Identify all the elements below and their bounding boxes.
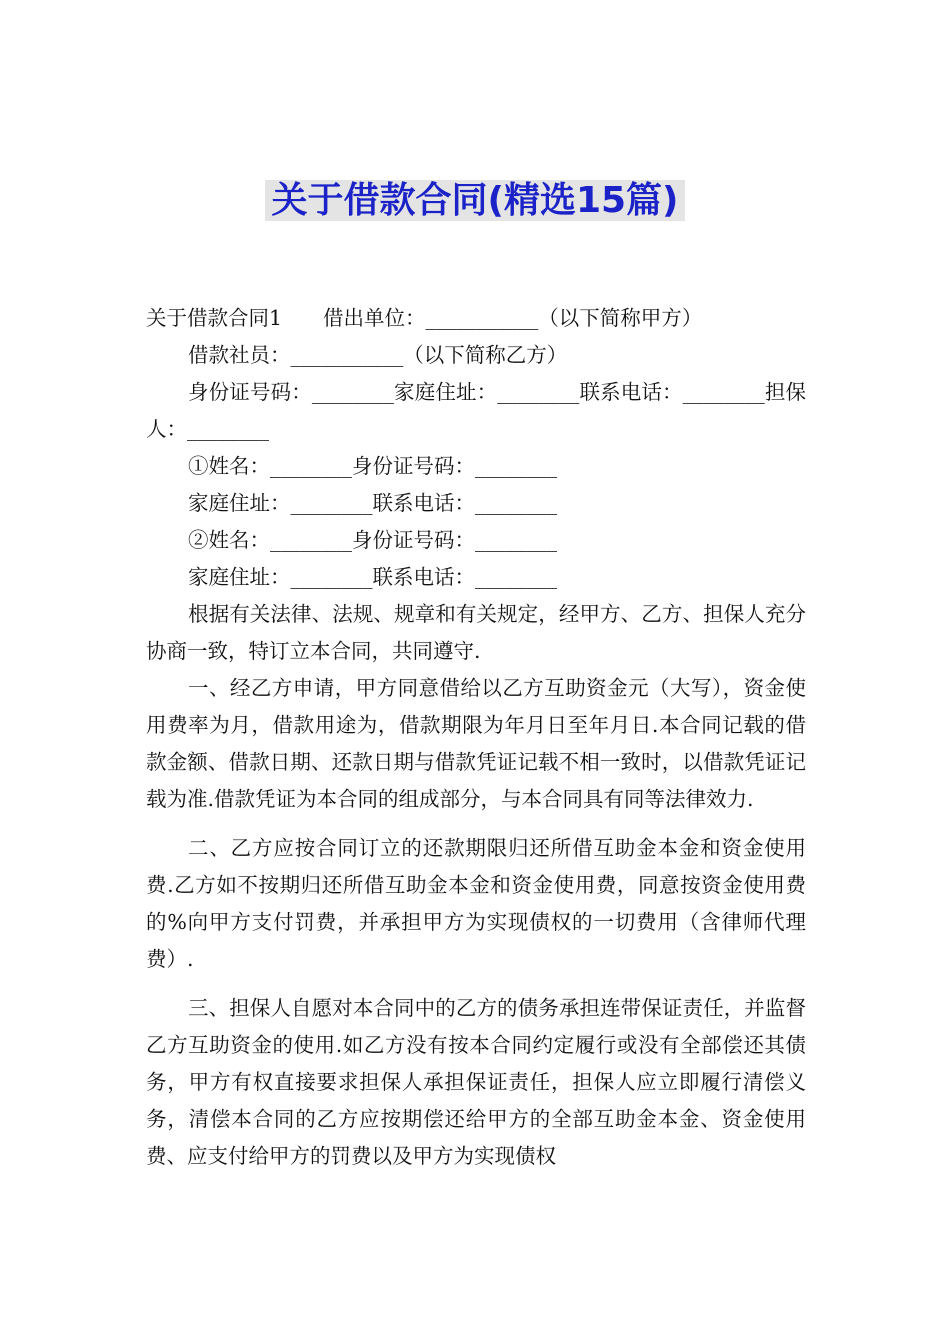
guarantor-1-address-line: 家庭住址：________联系电话：________ (188, 491, 557, 515)
page-title-text: 关于借款合同(精选15篇) (265, 180, 684, 221)
clause-3-paragraph: 三、担保人自愿对本合同中的乙方的债务承担连带保证责任，并监督乙方互助资金的使用.如乙方没有按本合同约定履行或没有全部偿还其债务，甲方有权直接要求担保人承担保证责任，担保人应立即履行清偿义务，清偿本合同的乙方应按期偿还给甲方的全部互助金本金、资金使用费、应支付给甲方的罚费以及甲方为实现债权 (146, 996, 806, 1168)
id-address-phone-guarantor-line: 身份证号码：________家庭住址：________联系电话：________担保人：________ (146, 380, 806, 441)
page-title (0, 176, 950, 226)
clause-2-paragraph: 二、乙方应按合同订立的还款期限归还所借互助金本金和资金使用费.乙方如不按期归还所借互助金本金和资金使用费，同意按资金使用费的%向甲方支付罚费，并承担甲方为实现债权的一切费用（含律师代理费）. (146, 836, 806, 971)
clause-1-paragraph: 一、经乙方申请，甲方同意借给以乙方互助资金元（大写），资金使用费率为月，借款用途为，借款期限为年月日至年月日.本合同记载的借款金额、借款日期、还款日期与借款凭证记载不相一致时，以借款凭证记载为准.借款凭证为本合同的组成部分，与本合同具有同等法律效力. (146, 676, 806, 811)
preamble-paragraph: 根据有关法律、法规、规章和有关规定，经甲方、乙方、担保人充分协商一致，特订立本合同，共同遵守. (146, 602, 806, 663)
guarantor-1-name-line: ①姓名：________身份证号码：________ (188, 454, 557, 478)
borrower-line: 借款社员：___________（以下简称乙方） (188, 343, 568, 367)
document-body (146, 300, 806, 1175)
guarantor-2-address-line: 家庭住址：________联系电话：________ (188, 565, 557, 589)
contract-header-line: 关于借款合同1 借出单位：___________（以下简称甲方） (146, 306, 703, 330)
guarantor-2-name-line: ②姓名：________身份证号码：________ (188, 528, 557, 552)
